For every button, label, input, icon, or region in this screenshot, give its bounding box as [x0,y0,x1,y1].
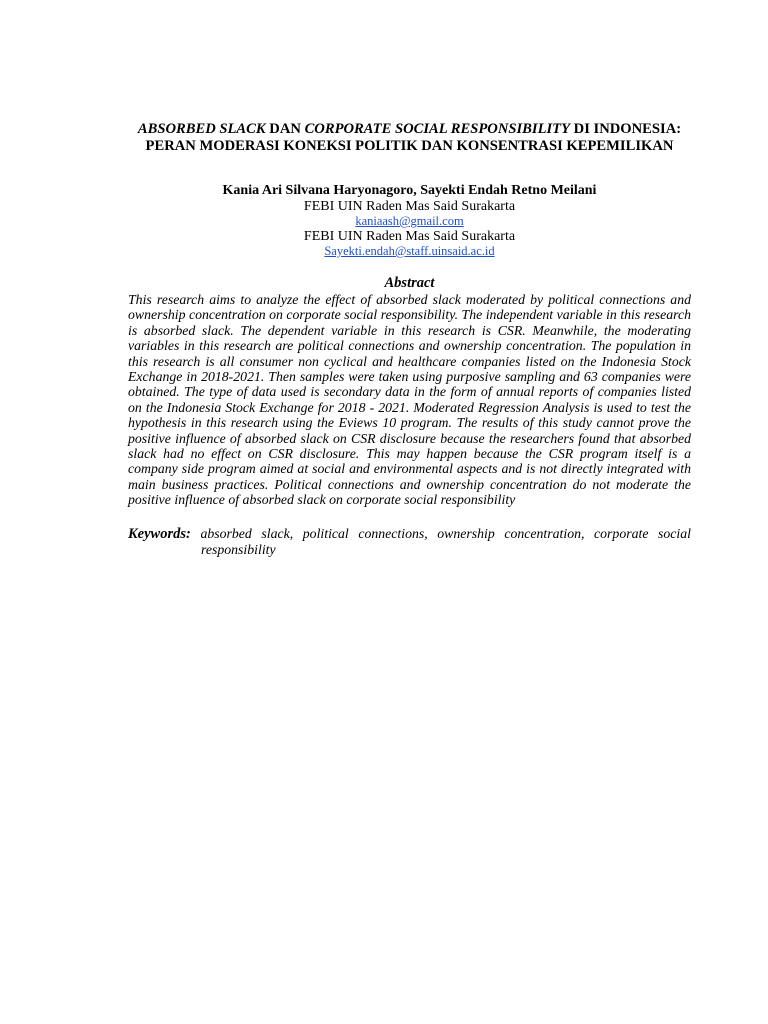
title-italic-absorbed-slack: ABSORBED SLACK [137,121,266,137]
paper-page [128,121,691,558]
email-link-1[interactable]: kaniaash@gmail.com [355,214,464,228]
abstract-body: This research aims to analyze the effect of absorbed slack moderated by political connections and ownership concentration on corporate social responsibility. The independent variable in this research is absorbed slack. The dependent variable in this research is CSR. Meanwhile, the moderating variables in this research are political connections and ownership concentration. The population in this research is all consumer non cyclical and healthcare companies listed on the Indonesia Stock Exchange in 2018-2021. Then samples were taken using purposive sampling and 63 companies were obtained. The type of data used is secondary data in the form of annual reports of companies listed on the Indonesia Stock Exchange for 2018 - 2021. Moderated Regression Analysis is used to test the hypothesis in this research using the Eviews 10 program. The results of this study cannot prove the positive influence of absorbed slack on CSR disclosure because the researchers found that absorbed slack had no effect on CSR disclosure. This may happen because the CSR program itself is a company side program aimed at social and environmental aspects and is not directly integrated with main business practices. Political connections and ownership concentration do not moderate the positive influence of absorbed slack on corporate social responsibility [128,292,691,508]
keywords-text: absorbed slack, political connections, ownership concentration, corporate social responsibility [200,525,691,558]
affiliation-2: FEBI UIN Raden Mas Said Surakarta [303,229,516,244]
abstract-heading: Abstract [384,275,435,291]
email-1 [128,214,691,229]
email-2 [128,244,691,259]
keywords-label: Keywords: [128,525,191,542]
affiliation-1: FEBI UIN Raden Mas Said Surakarta [303,199,516,214]
title-italic-csr: CORPORATE SOCIAL RESPONSIBILITY [304,121,571,137]
keywords-block [128,526,691,558]
email-link-2[interactable]: Sayekti.endah@staff.uinsaid.ac.id [324,244,495,258]
author-list: Kania Ari Silvana Haryonagoro, Sayekti Endah Retno Meilani [222,183,597,198]
title-rest: DI INDONESIA: PERAN MODERASI KONEKSI POLITIK DAN KONSENTRASI KEPEMILIKAN [145,121,682,154]
paper-title [128,121,691,155]
title-connector: DAN [265,121,305,137]
